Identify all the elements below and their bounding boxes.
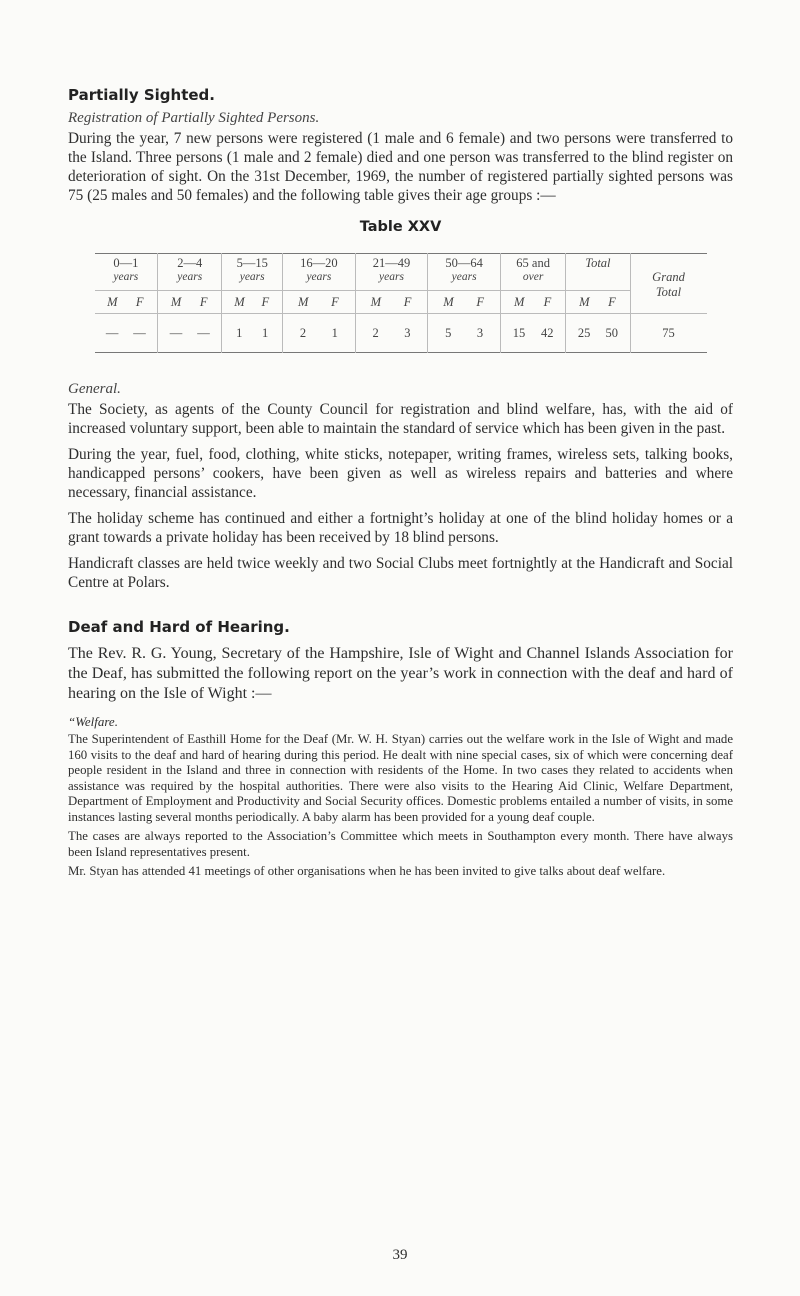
mf-label-cell: M F — [222, 291, 283, 314]
mf-label-cell: M F — [355, 291, 428, 314]
cell-age-5-15: 1 1 — [222, 314, 283, 353]
welfare-paragraph-2: The cases are always reported to the Association’s Committee which meets in Southampton every month. There have always been Island representatives present. — [68, 829, 733, 859]
table-title: Table XXV — [359, 219, 442, 235]
general-paragraph-4: Handicraft classes are held twice weekly and two Social Clubs meet fortnightly at the Handicraft and Social Centre at Polars. — [68, 555, 733, 591]
header-age-21-49: 21—49 years — [355, 254, 428, 291]
header-age-2-4: 2—4 years — [158, 254, 222, 291]
header-total: Total — [566, 254, 630, 291]
cell-age-65-over: 15 42 — [500, 314, 565, 353]
deaf-heading: Deaf and Hard of Hearing. — [68, 618, 290, 636]
mf-label-cell: M F — [566, 291, 630, 314]
general-paragraph-2: During the year, fuel, food, clothing, white sticks, notepaper, writing frames, wireless sets, talking books, handicapped persons’ cookers, have been given as well as wireless repairs and batteries and where necessary, financial assistance. — [68, 446, 733, 501]
cell-age-21-49: 2 3 — [355, 314, 428, 353]
header-age-50-64: 50—64 years — [428, 254, 501, 291]
header-grand-total: Grand Total — [630, 254, 707, 314]
page-number: 39 — [392, 1247, 408, 1263]
header-age-16-20: 16—20 years — [283, 254, 356, 291]
general-section — [68, 381, 733, 592]
cell-total: 25 50 — [566, 314, 630, 353]
mf-label-cell: M F — [158, 291, 222, 314]
partially-sighted-heading: Partially Sighted. — [68, 86, 215, 104]
mf-label-cell: M F — [500, 291, 565, 314]
registration-paragraph: During the year, 7 new persons were registered (1 male and 6 female) and two persons were transferred to the Island. Three persons (1 male and 2 female) died and one person was transferred to the blind register on deterioration of sight. On the 31st December, 1969, the number of registered partially sighted persons was 75 (25 males and 50 females) and the following table gives their age groups :— — [68, 130, 733, 204]
cell-age-2-4: — — — [158, 314, 222, 353]
page-content — [68, 86, 733, 884]
table-header-row — [95, 254, 707, 291]
mf-label-cell: M F — [283, 291, 356, 314]
table-mf-row — [95, 291, 707, 314]
cell-age-50-64: 5 3 — [428, 314, 501, 353]
table-data-row — [95, 314, 707, 353]
cell-age-0-1: — — — [95, 314, 158, 353]
general-paragraph-3: The holiday scheme has continued and either a fortnight’s holiday at one of the blind holiday homes or a grant towards a private holiday has been received by 18 blind persons. — [68, 510, 733, 546]
welfare-paragraph-1: The Superintendent of Easthill Home for the Deaf (Mr. W. H. Styan) carries out the welfare work in the Isle of Wight and made 160 visits to the deaf and hard of hearing during this period. He dealt with nine special cases, six of which were concerning deaf people resident in the Island and three in connection with residents of the Home. In two cases they related to accidents when assistance was required by the hospital authorities. There were also visits to the Hearing Aid Clinic, Welfare Department, Department of Employment and Productivity and Social Security offices. Domestic problems entailed a number of visits, in some instances lasting several months periodically. A baby alarm has been provided for a young deaf couple. — [68, 732, 733, 824]
header-age-5-15: 5—15 years — [222, 254, 283, 291]
cell-grand-total: 75 — [630, 314, 707, 353]
mf-label-cell: M F — [428, 291, 501, 314]
general-heading: General. — [68, 381, 121, 397]
registration-subheading: Registration of Partially Sighted Persons. — [68, 110, 320, 126]
general-paragraph-1: The Society, as agents of the County Council for registration and blind welfare, has, with the aid of increased voluntary support, been able to maintain the standard of service which has been given in the past. — [68, 401, 733, 437]
cell-age-16-20: 2 1 — [283, 314, 356, 353]
deaf-intro-paragraph: The Rev. R. G. Young, Secretary of the Hampshire, Isle of Wight and Channel Islands Association for the Deaf, has submitted the following report on the year’s work in connection with the deaf and hard of hearing on the Isle of Wight :— — [68, 645, 733, 702]
header-age-65-over: 65 and over — [500, 254, 565, 291]
mf-label-cell: M F — [95, 291, 158, 314]
header-age-0-1: 0—1 years — [113, 256, 139, 283]
welfare-heading: “Welfare. — [68, 714, 118, 729]
age-group-table — [95, 253, 707, 353]
welfare-paragraph-3: Mr. Styan has attended 41 meetings of other organisations when he has been invited to give talks about deaf welfare. — [68, 864, 666, 878]
